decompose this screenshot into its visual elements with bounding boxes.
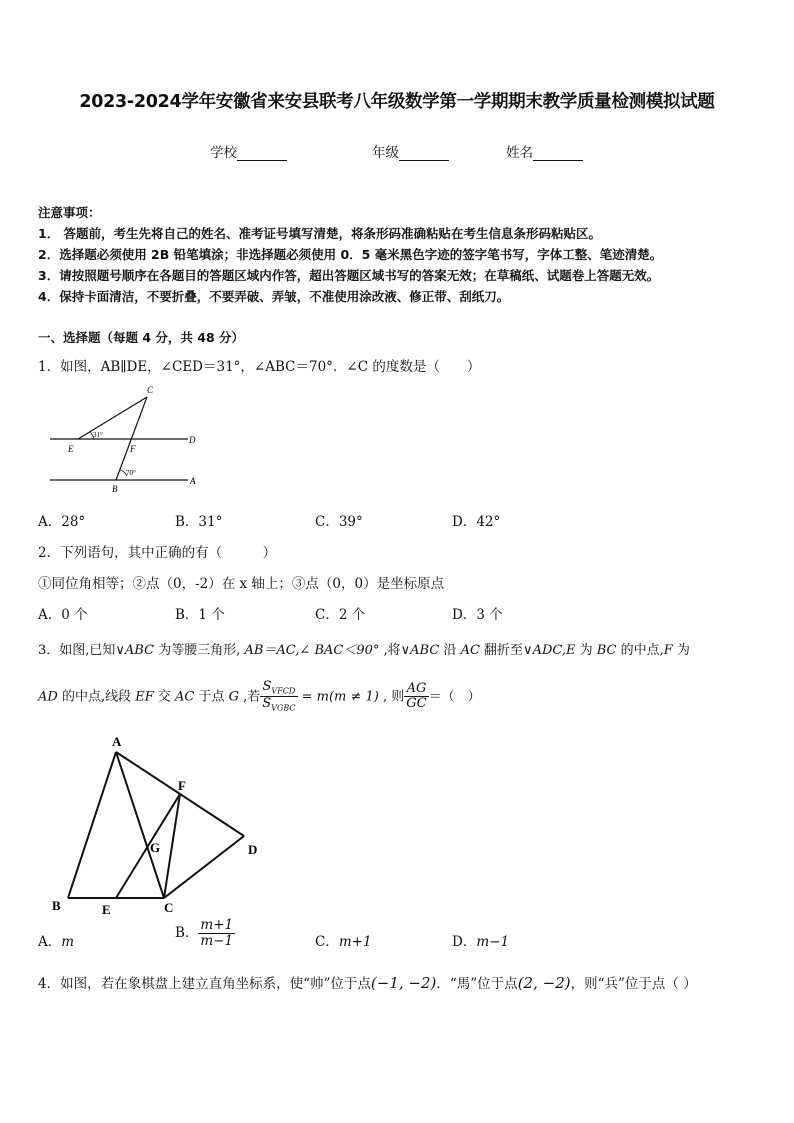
q3-text: ＝（ ） xyxy=(428,689,481,705)
q4-text: ．“馬”位于点 xyxy=(436,976,518,992)
q3-math: ADC,E xyxy=(532,643,576,658)
q2-option-a: A．0 个 xyxy=(38,607,88,623)
label-g: G xyxy=(150,840,161,855)
q3-math: AB＝AC,∠ BAC＜90° xyxy=(244,643,380,658)
q3-math: AC xyxy=(460,643,480,658)
label-c: C xyxy=(164,900,174,915)
q4-point: (2, −2) xyxy=(517,974,571,992)
q3-stem-line1 xyxy=(38,639,690,658)
frac-num: AG xyxy=(404,682,428,697)
q3-math: AD xyxy=(38,689,58,705)
label-d: D xyxy=(189,435,196,445)
q3-text: 于点 xyxy=(194,689,229,705)
label-f: F xyxy=(130,444,136,454)
name-blank xyxy=(533,146,583,161)
q1-stem: 1．如图，AB∥DE，∠CED＝31°，∠ABC＝70°．∠C 的度数是（ ） xyxy=(38,359,481,375)
q3-text: 为 xyxy=(575,643,597,658)
frac-den-sub: VGBC xyxy=(271,703,296,713)
q3-math: ABC xyxy=(410,643,440,658)
q3-math: AC xyxy=(175,689,195,705)
triangle-symbol: ∨ xyxy=(523,643,533,658)
q4-text: 4．如图，若在象棋盘上建立直角坐标系，使“帅”位于点 xyxy=(38,976,371,992)
q3-text: 的中点,线段 xyxy=(57,689,136,705)
grade-label: 年级 xyxy=(372,145,399,161)
q3-math: G xyxy=(228,689,239,705)
school-label: 学校 xyxy=(210,145,237,161)
q3-text: , 则 xyxy=(378,689,405,705)
q1-option-a: A．28° xyxy=(38,514,86,530)
q4-point: (−1, −2) xyxy=(370,974,437,992)
area-ratio-fraction xyxy=(260,680,297,714)
option-label: C． xyxy=(315,934,339,950)
label-e: E xyxy=(68,444,74,454)
frac-num: S xyxy=(262,679,272,694)
q3-math: BC xyxy=(596,643,617,658)
q3-text: ,若 xyxy=(239,689,261,705)
angle-70: 70° xyxy=(126,469,136,477)
q1-figure xyxy=(40,380,210,498)
q2-option-c: C．2 个 xyxy=(315,607,366,623)
q3-text: 交 xyxy=(153,689,175,705)
q3-math: ABC xyxy=(124,643,155,658)
grade-blank xyxy=(399,146,449,161)
frac-num: m+1 xyxy=(200,917,234,933)
option-fraction xyxy=(198,918,235,949)
frac-den: S xyxy=(262,696,272,712)
section-heading: 一、选择题（每题 4 分，共 48 分） xyxy=(38,330,245,345)
note-item: 4．保持卡面清洁，不要折叠，不要弄破、弄皱，不准使用涂改液、修正带、刮纸刀。 xyxy=(38,289,510,304)
name-field xyxy=(506,141,583,161)
label-a: A xyxy=(112,734,122,749)
school-field xyxy=(210,141,287,161)
label-b: B xyxy=(112,484,118,494)
q3-text: 3．如图,已知 xyxy=(38,643,116,658)
q3-option-c xyxy=(315,930,372,950)
q3-option-b xyxy=(175,918,235,949)
frac-den: GC xyxy=(406,696,427,712)
q3-text: 为等腰三角形, xyxy=(154,643,245,658)
q3-equation: = m(m ≠ 1) xyxy=(297,689,379,705)
angle-31: 31° xyxy=(93,431,103,439)
q3-text: ,将 xyxy=(379,643,401,658)
label-f: F xyxy=(178,778,186,793)
option-value: m+1 xyxy=(338,934,372,950)
frac-den: m−1 xyxy=(200,932,234,949)
page-title: 2023-2024学年安徽省来安县联考八年级数学第一学期期末教学质量检测模拟试题 xyxy=(79,92,715,112)
q3-option-d xyxy=(452,930,509,950)
note-item: 2．选择题必须使用 2B 铅笔填涂；非选择题必须使用 0．5 毫米黑色字迹的签字笔书写，字体工整、笔迹清楚。 xyxy=(38,247,663,262)
q1-option-c: C．39° xyxy=(315,514,363,530)
school-blank xyxy=(237,146,287,161)
q3-stem-line2 xyxy=(38,680,481,714)
label-c: C xyxy=(147,385,154,395)
grade-field xyxy=(372,141,449,161)
q3-math: EF xyxy=(135,689,154,705)
q3-text: 为 xyxy=(672,643,690,658)
q4-stem xyxy=(38,972,697,992)
q2-stem: 2．下列语句，其中正确的有（ ） xyxy=(38,545,277,561)
note-item: 1． 答题前，考生先将自己的姓名、准考证号填写清楚，将条形码准确粘贴在考生信息条形码粘贴区。 xyxy=(38,226,602,241)
triangle-symbol: ∨ xyxy=(115,643,125,658)
label-e: E xyxy=(102,902,111,917)
q1-option-d: D．42° xyxy=(452,514,501,530)
option-value: m−1 xyxy=(476,934,510,950)
q2-option-b: B．1 个 xyxy=(175,607,225,623)
name-label: 姓名 xyxy=(506,145,533,161)
option-label: A． xyxy=(38,934,62,950)
note-item: 3．请按照题号顺序在各题目的答题区域内作答，超出答题区域书写的答案无效；在草稿纸、试题卷上答题无效。 xyxy=(38,268,660,283)
ag-gc-fraction xyxy=(404,682,428,712)
q4-text: ，则“兵”位于点（ ） xyxy=(570,976,697,992)
q3-math: F xyxy=(663,643,673,658)
q3-text: 沿 xyxy=(439,643,461,658)
q2-statements: ①同位角相等；②点（0，-2）在 x 轴上；③点（0，0）是坐标原点 xyxy=(38,576,445,592)
option-value: m xyxy=(61,934,75,950)
label-d: D xyxy=(248,842,258,857)
q2-option-d: D．3 个 xyxy=(452,607,503,623)
q3-figure xyxy=(40,728,275,918)
option-label: D． xyxy=(452,934,477,950)
label-b: B xyxy=(52,898,61,913)
triangle-symbol: ∨ xyxy=(400,643,411,658)
label-a: A xyxy=(190,476,196,486)
q3-option-a xyxy=(38,930,74,950)
notes-heading: 注意事项： xyxy=(38,205,101,220)
q3-text: 翻折至 xyxy=(479,643,524,658)
q1-option-b: B．31° xyxy=(175,514,223,530)
option-label: B． xyxy=(175,924,199,941)
frac-num-sub: VFCD xyxy=(271,686,296,696)
q3-text: 的中点, xyxy=(616,643,664,658)
